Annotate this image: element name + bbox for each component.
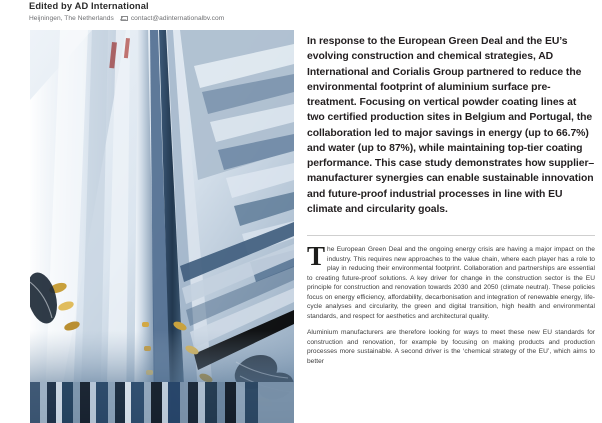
article-paragraph: Aluminium manufacturers are therefore looking for ways to meet these new EU standards for construction and renovation, for example by focusing on making products and production processes more sustainable. A second driver is the ‘chemical strategy of the EU’, which aims to better [307, 329, 595, 366]
article-lead: In response to the European Green Deal and the EU’s evolving construction and chemical strategies, AD International and Corialis Group partnered to reduce the environmental footprint of aluminium surface pre-treatment. Focusing on vertical powder coating lines at two certified production sites in Belgium and Portugal, the collaboration led to major savings in energy (up to 66.7%) and water (up to 87%), while maintaining top-tier coating performance. This case study demonstrates how supplier–manufacturer synergies can enable sustainable innovation and future-proof industrial processes in line with EU climate and circularity goals. [307, 36, 595, 215]
page-title: Edited by AD International [29, 1, 149, 11]
article-paragraph-text: he European Green Deal and the ongoing energy crisis are having a major impact on the industry. This requires new approaches to the value chain, where each player has a role to play in reducing their environmental footprint. Collaboration and partnerships are essential to creating future-proof solutions. A key driver for change in the construction sector is the EU principle for construction and renovation towards 2030 and 2050 (climate neutral). These policies focus on energy efficiency, affordability, decarbonisation and integration of renewable energy, life-cycle analyses and circularity, the green and digital transition, high health and environmental standards, and respect for aesthetics and architectural quality. [307, 246, 595, 320]
masthead-contact-line [29, 14, 289, 23]
envelope-icon [121, 16, 128, 21]
drop-cap: T [307, 241, 326, 271]
masthead-location: Heijningen, The Netherlands [29, 15, 114, 22]
photo-illustration [30, 30, 294, 423]
article-paragraph [307, 241, 595, 321]
article-photo [30, 30, 294, 423]
masthead [29, 1, 289, 23]
masthead-email: contact@adinternationalbv.com [130, 15, 225, 22]
article-divider [307, 235, 595, 236]
article-body [307, 241, 595, 367]
article-column [307, 34, 595, 423]
